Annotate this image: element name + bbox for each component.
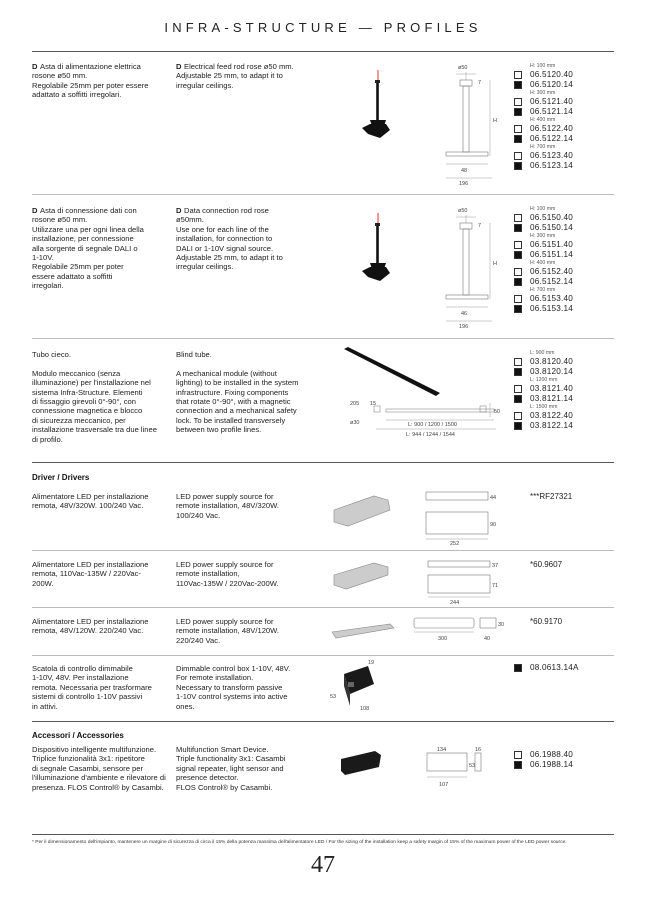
dim-length: 108: [360, 706, 370, 712]
dim-length: 244: [450, 600, 460, 606]
feed-rod-drawing: [340, 60, 510, 190]
code-row: 03.8122.40: [514, 411, 557, 421]
variant-label: H: 300 mm: [530, 90, 556, 96]
section-rule: [32, 462, 614, 463]
driver-1-description-en: LED power supply source for remote installation, 48V/320W. 100/240 Vac.: [176, 492, 279, 520]
driver-3-drawing: [330, 612, 510, 648]
driver-2-drawing: [330, 555, 510, 605]
white-finish-swatch: [514, 295, 522, 303]
dim-depth: 16: [475, 747, 482, 753]
black-finish-swatch: [514, 761, 522, 769]
product-1-description-en: D Electrical feed rod rose ø50 mm. Adjustable 25 mm, to adapt it to irregular ceilings.: [176, 62, 294, 90]
code-row: 06.5120.40: [514, 70, 555, 80]
variant-label: L: 1200 mm: [530, 377, 558, 383]
section-rule: [32, 721, 614, 722]
dim-height: 30: [498, 622, 505, 628]
black-finish-swatch: [514, 224, 522, 232]
variant-label: L: 1500 mm: [530, 404, 558, 410]
dim-diameter: ø30: [350, 420, 360, 426]
control-box-description-it: Scatola di controllo dimmabile 1-10V, 48V. Per installazione remota. Necessaria per trasformare sistemi di controllo 1-10V passivi in attivi.: [32, 664, 152, 711]
black-finish-swatch: [514, 395, 522, 403]
dim-length: 252: [450, 541, 460, 547]
header-rule: [32, 51, 614, 52]
dim-height: H: [493, 261, 497, 267]
code-row: 06.5151.40: [514, 240, 555, 250]
page-title: INFRA-STRUCTURE — PROFILES: [164, 20, 482, 35]
driver-2-description-en: LED power supply source for remote installation, 110Vac-135W / 220Vac-200W.: [176, 560, 279, 588]
code-row: 06.5122.40: [514, 124, 555, 134]
variant-label: H: 400 mm: [530, 117, 556, 123]
white-finish-swatch: [514, 751, 522, 759]
dim-height: 53: [330, 694, 337, 700]
dim-d: 50: [494, 409, 501, 415]
product-3-description-it: Tubo cieco. Modulo meccanico (senza illuminazione) per l'installazione nel sistema Infra-Structure. Elementi di fissaggio girevoli 0°-90°, con connessione magnetica e blocco di sicurezza meccanico, per installazione trasversale tra due linee di profilo.: [32, 350, 157, 444]
dim-length-2: L: 944 / 1244 / 1544: [406, 432, 455, 438]
black-finish-swatch: [514, 251, 522, 259]
driver-3-sku: *60.9170: [530, 617, 563, 626]
driver-2-sku: *60.9607: [530, 560, 563, 569]
code-row: 06.5152.40: [514, 267, 555, 277]
product-2-codes: [514, 206, 573, 314]
dim-b: 15: [370, 401, 377, 407]
code-row: 06.5122.14: [514, 134, 555, 144]
control-box-description-en: Dimmable control box 1-10V, 48V. For remote installation. Necessary to transform passive 1-10V control systems into active ones.: [176, 664, 291, 711]
dim-depth: 19: [368, 660, 375, 666]
dim-base: 107: [439, 782, 449, 788]
accessory-1-description-en: Multifunction Smart Device. Triple functionality 3x1: Casambi signal repeater, light sensor and presence detector. FLOS Control® by Casambi.: [176, 745, 286, 792]
footer-rule: [32, 834, 614, 835]
black-finish-swatch: [514, 162, 522, 170]
dim-width-1: 48: [461, 168, 468, 174]
code-row: 03.8120.40: [514, 357, 557, 367]
code-row: 06.5153.14: [514, 304, 555, 314]
dim-height: H: [493, 118, 497, 124]
white-finish-swatch: [514, 385, 522, 393]
accessory-1-description-it: Dispositivo intelligente multifunzione. Triplice funzionalità 3x1: ripetitore di segnale Casambi, sensore per l'illuminazione d'ambiente e rilevatore di presenza. FLOS Control® by Casambi.: [32, 745, 166, 792]
dim-width: 71: [492, 583, 499, 589]
dim-width-2: 196: [459, 181, 469, 187]
dim-small: 7: [478, 223, 482, 229]
dim-length: 300: [438, 636, 448, 642]
row-divider: [32, 550, 614, 551]
row-divider: [32, 655, 614, 656]
driver-1-description-it: Alimentatore LED per installazione remota, 48V/320W. 100/240 Vac.: [32, 492, 149, 511]
variant-label: H: 700 mm: [530, 287, 556, 293]
white-finish-swatch: [514, 241, 522, 249]
dim-diameter: ø50: [458, 65, 468, 71]
variant-label: H: 700 mm: [530, 144, 556, 150]
blind-tube-drawing: [340, 345, 510, 440]
white-finish-swatch: [514, 268, 522, 276]
smart-device-drawing: [335, 745, 505, 795]
drivers-heading: Driver / Drivers: [32, 473, 90, 482]
white-finish-swatch: [514, 125, 522, 133]
black-finish-swatch: [514, 422, 522, 430]
dim-length: 134: [437, 747, 447, 753]
driver-1-drawing: [330, 488, 510, 548]
footnote: * Per il dimensionamento dell'impianto, mantenere un margine di sicurezza di circa il 15% della potenza massima dell'alimentatore LED / For the sizing of the installation keep a safety margin of 15% of the maximum power of the LED power source.: [32, 840, 567, 845]
driver-3-description-it: Alimentatore LED per installazione remota, 48V/120W. 220/240 Vac.: [32, 617, 149, 636]
code-row: 06.5151.14: [514, 250, 555, 260]
driver-2-description-it: Alimentatore LED per installazione remota, 110Vac-135W / 220Vac- 200W.: [32, 560, 149, 588]
black-finish-swatch: [514, 81, 522, 89]
dim-small: 7: [478, 80, 482, 86]
dim-width-2: 196: [459, 324, 469, 330]
black-finish-swatch: [514, 278, 522, 286]
code-row: 06.5152.14: [514, 277, 555, 287]
variant-label: H: 400 mm: [530, 260, 556, 266]
product-2-description-en: D Data connection rod rose ø50mm. Use one for each line of the installation, for connection to DALI or 1-10V signal source. Adjustable 25 mm, to adapt it to irregular ceilings.: [176, 206, 283, 272]
code-row: 03.8121.14: [514, 394, 557, 404]
variant-label: H: 100 mm: [530, 63, 556, 69]
driver-1-sku: ***RF27321: [530, 492, 573, 501]
code-row: 03.8121.40: [514, 384, 557, 394]
dim-width-1: 46: [461, 311, 468, 317]
dim-width: 90: [490, 522, 497, 528]
dim-height: 44: [490, 495, 497, 501]
dim-height: 37: [492, 563, 499, 569]
white-finish-swatch: [514, 358, 522, 366]
row-divider: [32, 194, 614, 195]
code-row: 06.5123.14: [514, 161, 555, 171]
code-row: 06.5120.14: [514, 80, 555, 90]
dim-height: 53: [469, 763, 476, 769]
dim-length-1: L: 900 / 1200 / 1500: [408, 422, 457, 428]
product-3-codes: [514, 350, 573, 431]
product-1-codes: [514, 63, 573, 171]
variant-label: L: 900 mm: [530, 350, 555, 356]
code-row: 06.5153.40: [514, 294, 555, 304]
white-finish-swatch: [514, 71, 522, 79]
data-rod-drawing: [340, 203, 510, 333]
black-finish-swatch: [514, 368, 522, 376]
row-divider: [32, 338, 614, 339]
code-row: 06.5123.40: [514, 151, 555, 161]
variant-label: H: 100 mm: [530, 206, 556, 212]
white-finish-swatch: [514, 412, 522, 420]
dim-a: 205: [350, 401, 360, 407]
white-finish-swatch: [514, 98, 522, 106]
code-row: 03.8120.14: [514, 367, 557, 377]
code-row: 03.8122.14: [514, 421, 557, 431]
code-row: 06.5150.14: [514, 223, 555, 233]
black-finish-swatch: [514, 135, 522, 143]
accessories-heading: Accessori / Accessories: [32, 731, 124, 740]
white-finish-swatch: [514, 214, 522, 222]
control-box-drawing: [320, 658, 390, 718]
dim-diameter: ø50: [458, 208, 468, 214]
black-finish-swatch: [514, 305, 522, 313]
code-row: 06.5150.40: [514, 213, 555, 223]
product-2-description-it: D Asta di connessione dati con rosone ø50 mm. Utilizzare una per ogni linea della installazione, per connessione alla sorgente di segnale DALI o 1-10V. Regolabile 25mm per poter essere adattato a soffitti irregolari.: [32, 206, 144, 291]
product-3-description-en: Blind tube. A mechanical module (without lighting) to be installed in the system infrastructure. Fixing components that rotate 0°-90°, with a magnetic connection and a mechanical safety lock. To be installed transversely between two profile lines.: [176, 350, 299, 435]
row-divider: [32, 607, 614, 608]
variant-label: H: 300 mm: [530, 233, 556, 239]
driver-3-description-en: LED power supply source for remote installation, 48V/120W. 220/240 Vac.: [176, 617, 279, 645]
page-number: 47: [311, 852, 335, 878]
white-finish-swatch: [514, 152, 522, 160]
dim-width: 40: [484, 636, 491, 642]
code-row: 06.5121.14: [514, 107, 555, 117]
code-row: 06.5121.40: [514, 97, 555, 107]
black-finish-swatch: [514, 664, 522, 672]
black-finish-swatch: [514, 108, 522, 116]
product-1-description-it: D Asta di alimentazione elettrica rosone ø50 mm. Regolabile 25mm per poter essere adattato a soffitti irregolari.: [32, 62, 149, 100]
